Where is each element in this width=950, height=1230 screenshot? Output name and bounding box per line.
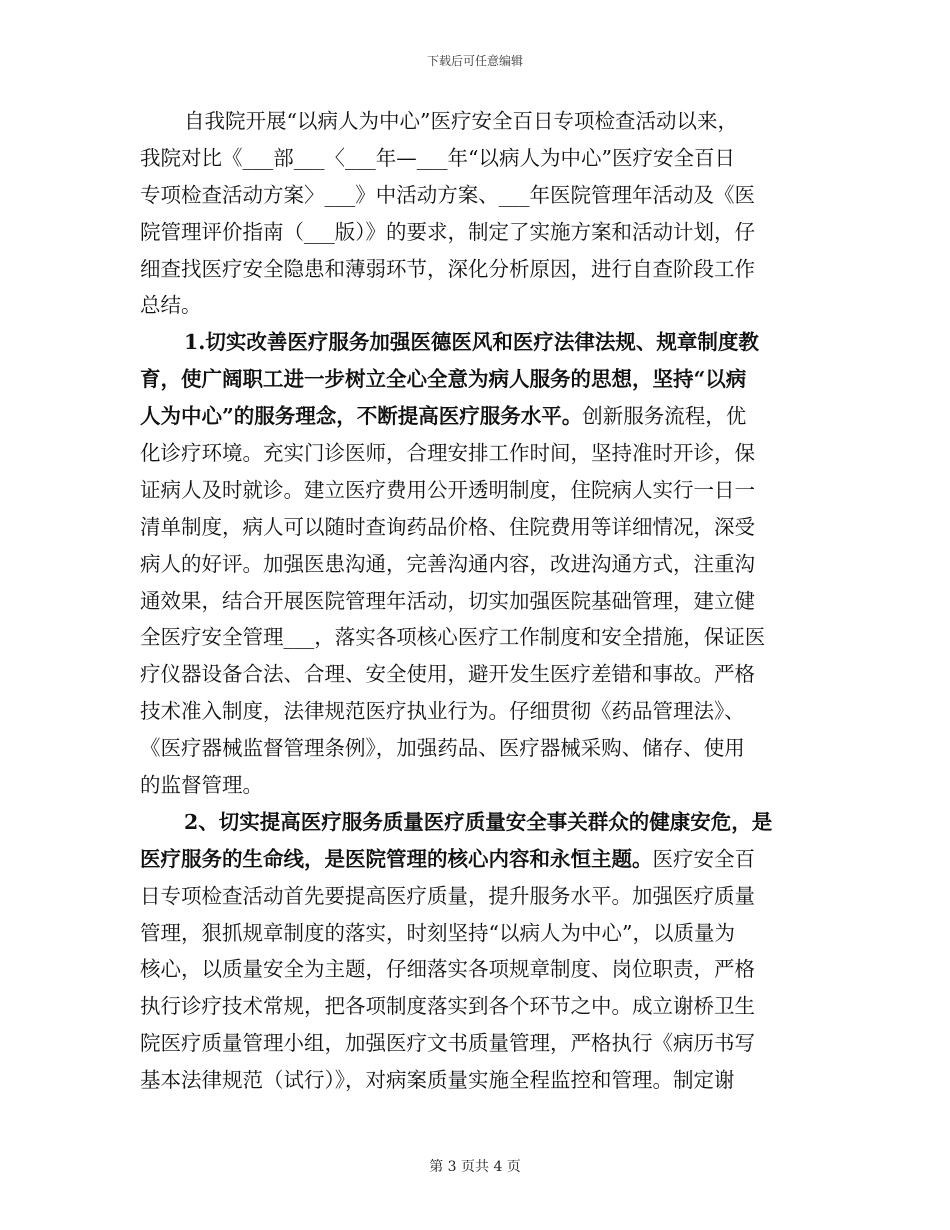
bold-text: 育，使广阔职工进一步树立全心全意为病人服务的思想，坚持“以病: [140, 367, 747, 392]
text-line: 执行诊疗技术常规，把各项制度落实到各个环节之中。成立谢桥卫生: [140, 994, 755, 1019]
text-line: 核心，以质量安全为主题，仔细落实各项规章制度、岗位职责，严格: [140, 957, 755, 982]
text-line: 技术准入制度，法律规范医疗执业行为。仔细贯彻《药品管理法》、: [140, 699, 745, 724]
normal-text: 创新服务流程，优: [582, 404, 747, 429]
text-line: 疗仪器设备合法、合理、安全使用，避开发生医疗差错和事故。严格: [140, 662, 755, 687]
text-line: 化诊疗环境。充实门诊医师，合理安排工作时间，坚持准时开诊，保: [140, 441, 755, 466]
text-line: 全医疗安全管理___，落实各项核心医疗工作制度和安全措施，保证医: [140, 625, 766, 650]
text-line: 基本法律规范（试行）》，对病案质量实施全程监控和管理。制定谢: [140, 1068, 735, 1093]
bold-text: 2、切实提高医疗服务质量医疗质量安全事关群众的健康安危，是: [184, 809, 773, 834]
section-heading-line: [140, 804, 810, 841]
text-line: 通效果，结合开展医院管理年活动，切实加强医院基础管理，建立健: [140, 588, 755, 613]
text-line: 日专项检查活动首先要提高医疗质量，提升服务水平。加强医疗质量: [140, 883, 755, 908]
mixed-text-line: [140, 398, 810, 435]
bold-text: 1.切实改善医疗服务加强医德医风和医疗法律法规、规章制度教: [184, 330, 759, 355]
text-line: 的监督管理。: [140, 773, 263, 798]
text-line: 自我院开展“以病人为中心”医疗安全百日专项检查活动以来，: [184, 109, 738, 133]
document-body: [140, 103, 810, 1099]
text-line: 病人的好评。加强医患沟通，完善沟通内容，改进沟通方式，注重沟: [140, 551, 755, 576]
text-line: 细查找医疗安全隐患和薄弱环节，深化分析原因，进行自查阶段工作: [140, 256, 755, 281]
text-line: 我院对比《___部___〈___年—___年“以病人为中心”医疗安全百日: [140, 145, 735, 170]
text-line: 总结。: [140, 293, 202, 318]
page-footer: 第 3 页共 4 页: [429, 1159, 521, 1175]
text-line: 清单制度，病人可以随时查询药品价格、住院费用等详细情况，深受: [140, 514, 755, 539]
section-heading-line: [140, 361, 810, 398]
bold-text: 人为中心”的服务理念，不断提高医疗服务水平。: [140, 404, 583, 429]
text-line: 证病人及时就诊。建立医疗费用公开透明制度，住院病人实行一日一: [140, 477, 755, 502]
page-header: 下载后可任意编辑: [426, 54, 523, 68]
text-line: 管理，狠抓规章制度的落实，时刻坚持“以病人为中心”，以质量为: [140, 920, 735, 945]
text-line: 院管理评价指南（___版）》的要求，制定了实施方案和活动计划，仔: [140, 219, 755, 244]
text-line: 院医疗质量管理小组，加强医疗文书质量管理，严格执行《病历书写: [140, 1031, 755, 1056]
normal-text: 医疗安全百: [652, 846, 755, 871]
text-line: 专项检查活动方案〉___》中活动方案、___年医院管理年活动及《医: [140, 182, 755, 207]
section-heading-line: [140, 324, 810, 361]
text-line: 《医疗器械监督管理条例》，加强药品、医疗器械采购、储存、使用: [140, 736, 745, 761]
mixed-text-line: [140, 841, 810, 878]
bold-text: 医疗服务的生命线，是医院管理的核心内容和永恒主题。: [140, 846, 653, 871]
